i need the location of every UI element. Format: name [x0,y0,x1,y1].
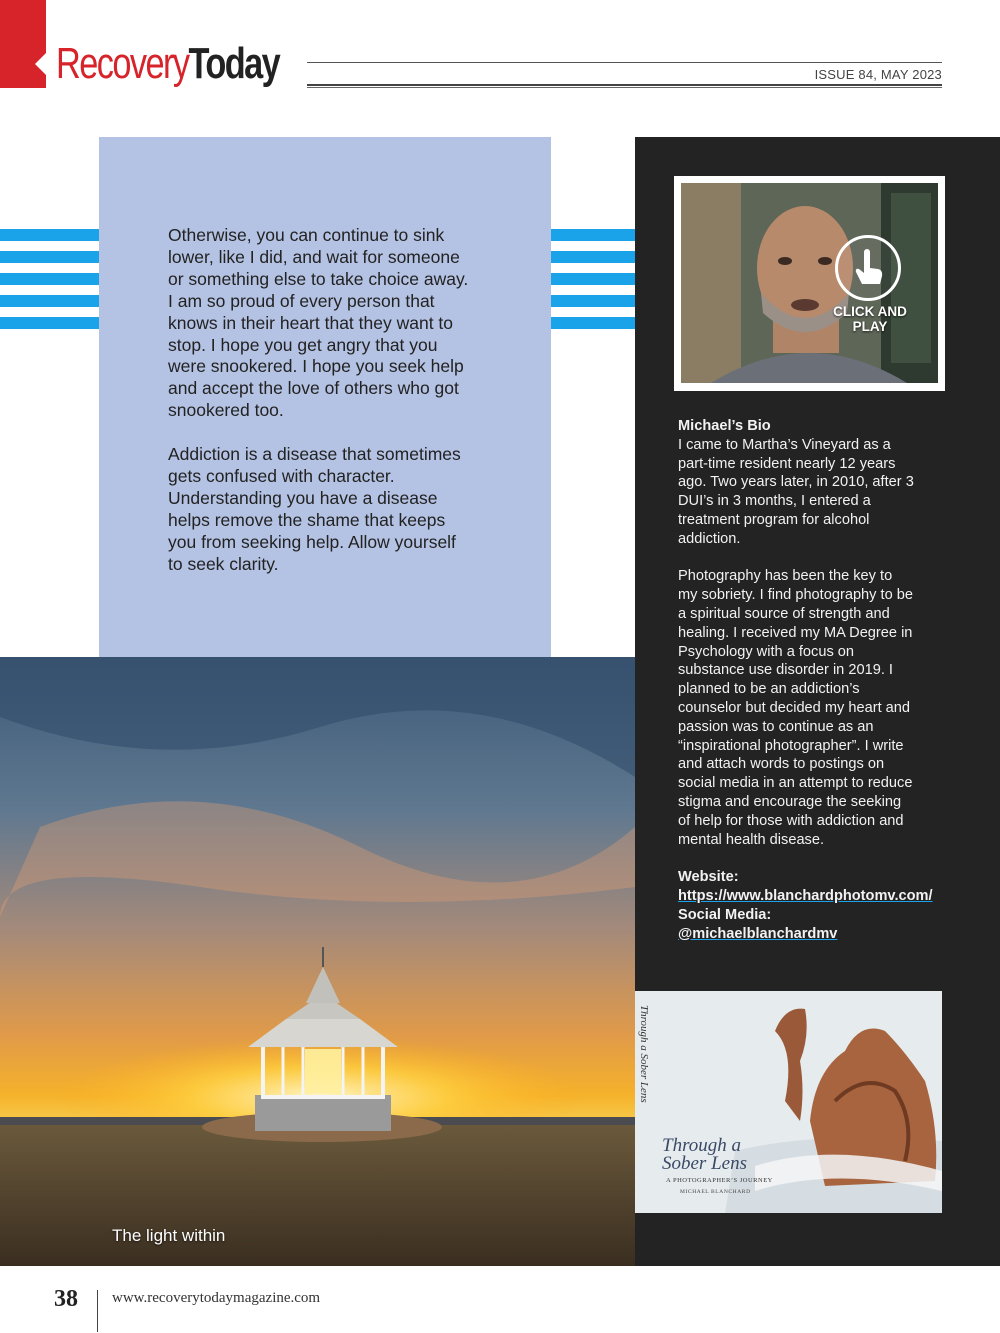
logo-word-recovery: Recovery [56,39,189,88]
logo-word-today: Today [188,39,280,88]
book-subtitle: A PHOTOGRAPHER’S JOURNEY [666,1177,773,1184]
brand-tab [0,0,46,88]
bio-paragraph: I came to Martha’s Vineyard as a part-time resident nearly 12 years ago. Two years later, in 2010, after 3 DUI’s in 3 months, I entered a treatment program for alcohol addiction. [678,436,914,547]
page-number: 38 [54,1286,78,1312]
issue-label: ISSUE 84, MAY 2023 [814,67,942,82]
click-and-play-button[interactable] [835,235,901,301]
book-title: Through a Sober Lens [662,1135,747,1174]
footer-divider [97,1290,98,1332]
decorative-stripes [0,229,99,335]
bio-paragraph: Photography has been the key to my sobriety. I find photography to be a spiritual source of strength and healing. I received my MA Degree in Psychology with a focus on substance use disorder in 2019. I planned to be an addiction’s counselor but decided my heart and passion was to continue as an “inspirational photographer”. I write and attach words to postings on social media in an attempt to reduce stigma and encourage the seeking of help for those with addiction and mental health disease. [678,568,913,848]
article-body [168,225,473,597]
decorative-stripes [551,229,635,335]
gazebo-sunset-photo [0,657,635,1266]
header-rule [307,87,942,88]
book-author: MICHAEL BLANCHARD [680,1189,751,1195]
author-video-thumbnail[interactable] [681,183,938,383]
social-media-handle[interactable]: @michaelblanchardmv [678,925,838,942]
website-link[interactable]: https://www.blanchardphotomv.com/ [678,887,933,904]
photo-caption: The light within [112,1226,226,1245]
click-and-play-label: CLICK AND PLAY [833,304,907,334]
hand-pointer-icon [838,238,898,298]
header-rule [307,62,942,63]
header-rule [307,84,942,86]
article-paragraph: Addiction is a disease that sometimes gets confused with character. Understanding you have a disease helps remove the shame that keeps you from seeking help. Allow yourself to seek clarity. [168,444,461,574]
magazine-logo [56,39,280,88]
website-label: Website: [678,869,739,886]
author-bio [678,417,933,943]
book-spine-title: Through a Sober Lens [638,1005,650,1103]
article-paragraph: Otherwise, you can continue to sink lower, like I did, and wait for someone or something else to take choice away. I am so proud of every person that knows in their heart that they want to stop. I hope you get angry that you were snookered. I hope you seek help and accept the love of others who got snookered too. [168,225,469,421]
footer-url[interactable]: www.recoverytodaymagazine.com [112,1290,321,1306]
bio-heading: Michael’s Bio [678,418,771,434]
social-media-label: Social Media: [678,906,772,923]
